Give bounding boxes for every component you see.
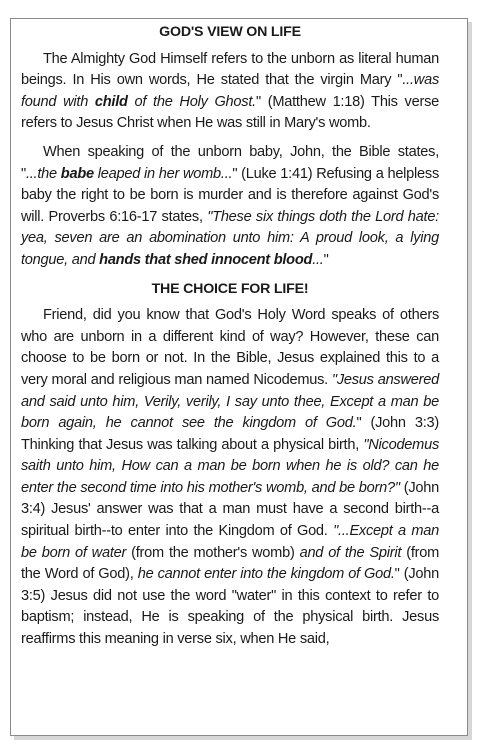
text-run: hands that shed innocent blood xyxy=(99,251,313,268)
section-heading-gods-view: GOD'S VIEW ON LIFE xyxy=(159,24,301,40)
text-run: leaped in her womb... xyxy=(93,165,233,182)
text-run: of the Holy Ghost. xyxy=(127,93,256,110)
text-run: "Jesus answered and said unto him, Verily, verily, I say unto thee, Except a man be born again, he cannot see the kingdom of God. xyxy=(21,371,439,432)
text-run: Friend, did you know that God's Holy Word speaks of others who are unborn in a different kind of way? However, these can choose to be born or not. In the Bible, Jesus explained this to a very moral and religious man named Nicodemus. xyxy=(21,307,439,388)
section-heading-choice-for-life: THE CHOICE FOR LIFE! xyxy=(151,280,309,297)
text-run: "These six things doth the Lord hate: yea, seven are an abomination unto him: A proud look, a lying tongue, and xyxy=(21,208,439,268)
text-run: When speaking of the unborn baby, John, the Bible states, " xyxy=(21,143,439,182)
paragraph-babe-leaped xyxy=(21,142,439,272)
text-run: The Almighty God Himself refers to the unborn as literal human beings. In His own words, He stated that the virgin Mary " xyxy=(21,50,439,89)
paragraph-born-again xyxy=(21,305,439,651)
text-run: "Nicodemus saith unto him, How can a man be born when he is old? can he enter the second time into his mother's womb, and be born?" xyxy=(21,436,439,496)
text-run: ...the xyxy=(25,165,61,182)
text-run: "...Except a man be born of water xyxy=(21,523,440,561)
text-run: (from the Word of God), xyxy=(21,544,440,583)
page-shadow-right xyxy=(468,22,472,740)
text-run: (John 3:4) Jesus' answer was that a man must have a second birth--a spiritual birth--to enter into the Kingdom of God. xyxy=(21,479,439,540)
paragraph-unborn-human-beings xyxy=(21,49,439,135)
text-run: " xyxy=(323,251,329,268)
text-run: child xyxy=(94,93,128,110)
text-run: and of the Spirit xyxy=(299,544,402,561)
page-content xyxy=(21,22,439,658)
text-run: " (John 3:3) Thinking that Jesus was talking about a physical birth, xyxy=(21,415,439,453)
text-run: " (Luke 1:41) Refusing a helpless baby the right to be born is murder and is therefore against God's will. Proverbs 6:16-17 states, xyxy=(21,165,439,225)
text-run: babe xyxy=(60,165,94,182)
page-shadow-bottom xyxy=(14,736,472,740)
text-run: " (John 3:5) Jesus did not use the word "water" in this context to refer to baptism; instead, He is speaking of the physical birth. Jesus reaffirms this meaning in verse six, when He said, xyxy=(21,566,440,648)
text-run: he cannot enter into the kingdom of God. xyxy=(137,566,395,583)
text-run: " (Matthew 1:18) This verse refers to Jesus Christ when He was still in Mary's womb. xyxy=(21,93,439,132)
text-run: (from the mother's womb) xyxy=(126,544,300,561)
text-run: ... xyxy=(312,251,324,268)
text-run: ...was found with xyxy=(21,72,439,110)
